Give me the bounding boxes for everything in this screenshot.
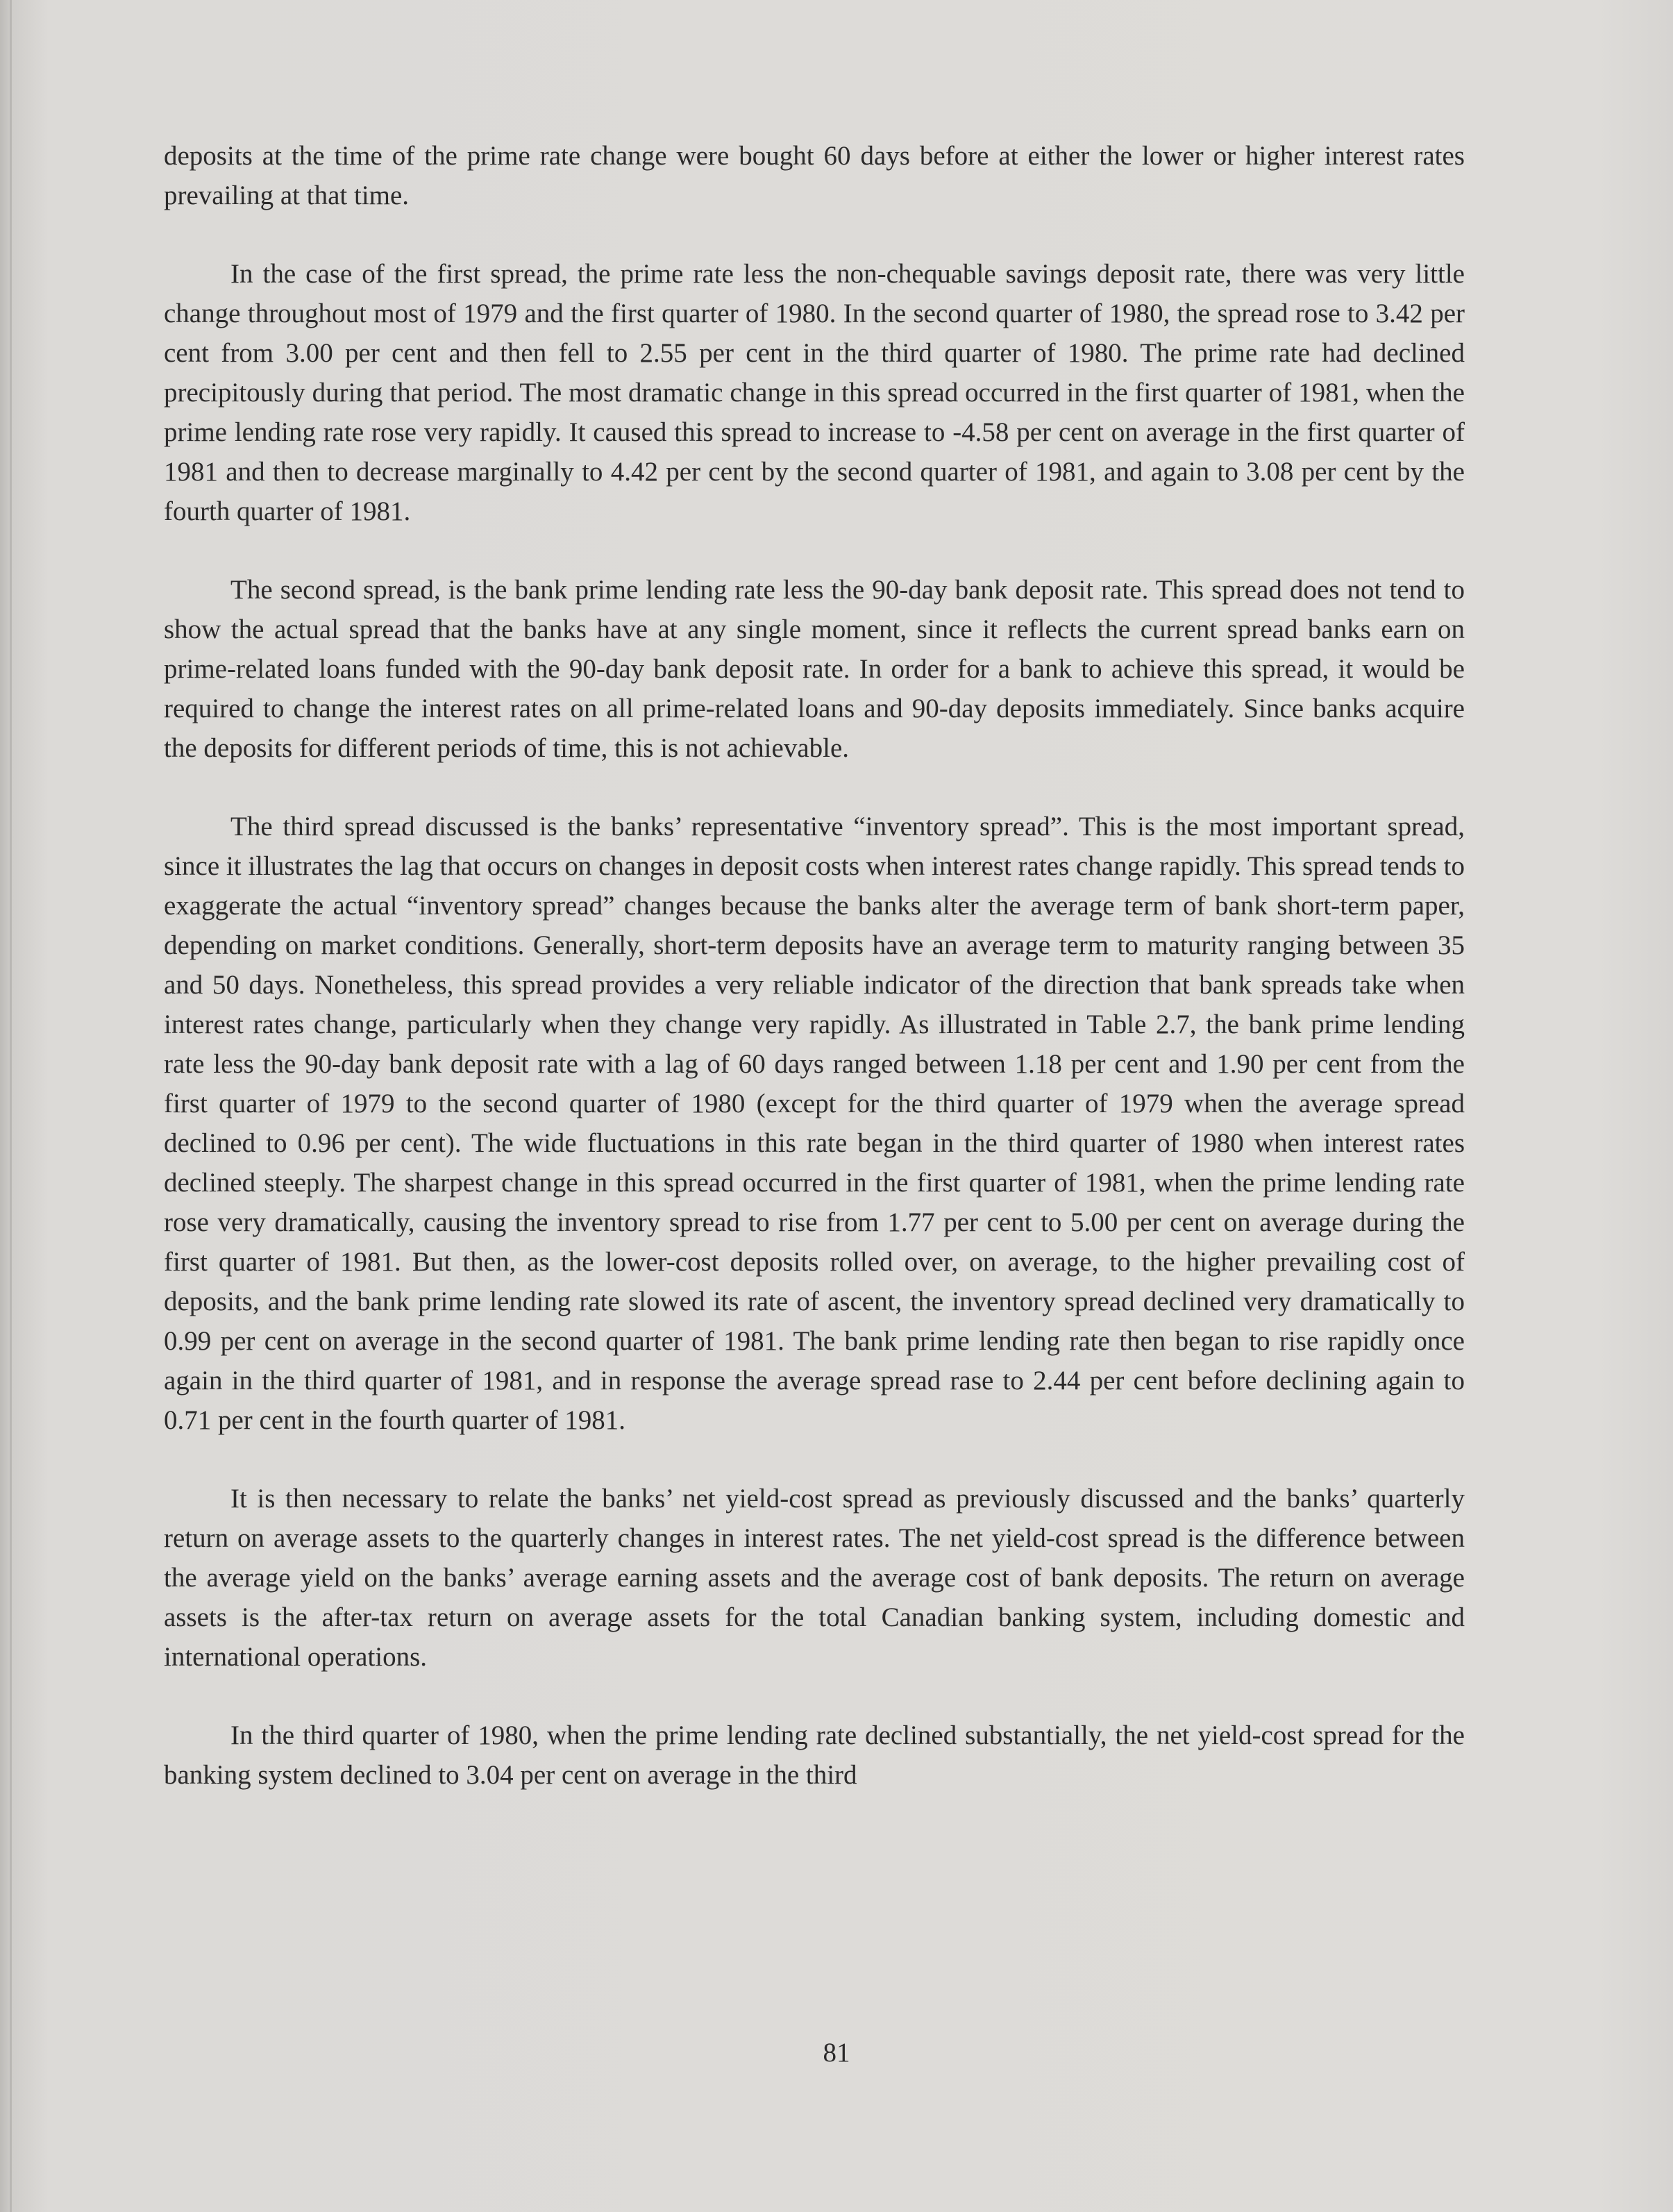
page-number: 81 [823, 2038, 850, 2068]
paragraph-net-yield-cost: It is then necessary to relate the banks’ net yield-cost spread as previously discussed and the banks’ quarterly return on average assets to the quarterly changes in interest rates. The net yield-cost spread is the difference between the average yield on the banks’ average earning assets and the average cost of bank deposits. The return on average assets is the after-tax return on average assets for the total Canadian banking system, including domestic and international operations. [164, 1484, 1465, 1672]
paragraph-first-spread: In the case of the first spread, the prime rate less the non-chequable savings deposit rate, there was very little change throughout most of 1979 and the first quarter of 1980. In the second quarter of 1980, the spread rose to 3.42 per cent from 3.00 per cent and then fell to 2.55 per cent in the third quarter of 1980. The prime rate had declined precipitously during that period. The most dramatic change in this spread occurred in the first quarter of 1981, when the prime lending rate rose very rapidly. It caused this spread to increase to -4.58 per cent on average in the first quarter of 1981 and then to decrease marginally to 4.42 per cent by the second quarter of 1981, and again to 3.08 per cent by the fourth quarter of 1981. [164, 259, 1465, 526]
paragraph-third-spread: The third spread discussed is the banks’ representative “inventory spread”. This is the most important spread, since it illustrates the lag that occurs on changes in deposit costs when interest rates change rapidly. This spread tends to exaggerate the actual “inventory spread” changes because the banks alter the average term of bank short-term paper, depending on market conditions. Generally, short-term deposits have an average term to maturity ranging between 35 and 50 days. Nonetheless, this spread provides a very reliable indicator of the direction that bank spreads take when interest rates change, particularly when they change very rapidly. As illustrated in Table 2.7, the bank prime lending rate less the 90-day bank deposit rate with a lag of 60 days ranged between 1.18 per cent and 1.90 per cent from the first quarter of 1979 to the second quarter of 1980 (except for the third quarter of 1979 when the average spread declined to 0.96 per cent). The wide fluctuations in this rate began in the third quarter of 1980 when interest rates declined steeply. The sharpest change in this spread occurred in the first quarter of 1981, when the prime lending rate rose very dramatically, causing the inventory spread to rise from 1.77 per cent to 5.00 per cent on average during the first quarter of 1981. But then, as the lower-cost deposits rolled over, on average, to the higher prevailing cost of deposits, and the bank prime lending rate slowed its rate of ascent, the inventory spread declined very dramatically to 0.99 per cent on average in the second quarter of 1981. The bank prime lending rate then began to rise rapidly once again in the third quarter of 1981, and in response the average spread rase to 2.44 per cent before declining again to 0.71 per cent in the fourth quarter of 1981. [164, 812, 1465, 1435]
paragraph-third-quarter-1980: In the third quarter of 1980, when the prime lending rate declined substantially, the net yield-cost spread for the banking system declined to 3.04 per cent on average in the third [164, 1720, 1465, 1790]
body-text [164, 136, 1465, 1795]
page-binding-edge [10, 0, 12, 2212]
paragraph-second-spread: The second spread, is the bank prime lending rate less the 90-day bank deposit rate. This spread does not tend to show the actual spread that the banks have at any single moment, since it reflects the current spread banks earn on prime-related loans funded with the 90-day bank deposit rate. In order for a bank to achieve this spread, it would be required to change the interest rates on all prime-related loans and 90-day deposits immediately. Since banks acquire the deposits for different periods of time, this is not achievable. [164, 575, 1465, 763]
paragraph-continuation: deposits at the time of the prime rate change were bought 60 days before at either the lower or higher interest rates prevailing at that time. [164, 141, 1465, 210]
